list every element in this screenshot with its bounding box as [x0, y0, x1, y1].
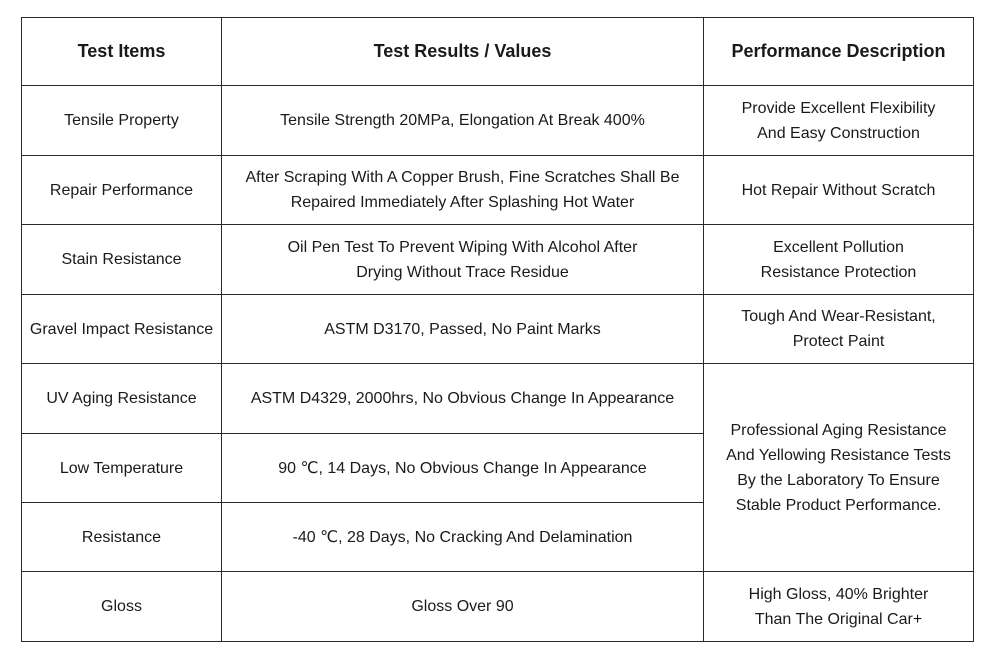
test-item-cell: Gloss — [22, 572, 222, 642]
table-row — [22, 572, 974, 642]
test-result-cell: Oil Pen Test To Prevent Wiping With Alcohol After Drying Without Trace Residue — [222, 225, 704, 295]
performance-description-cell-merged: Professional Aging Resistance And Yellowing Resistance Tests By the Laboratory To Ensure Stable Product Performance. — [704, 364, 974, 572]
test-result-cell: Tensile Strength 20MPa, Elongation At Break 400% — [222, 86, 704, 156]
test-result-cell: ASTM D3170, Passed, No Paint Marks — [222, 295, 704, 364]
test-result-cell: 90 ℃, 14 Days, No Obvious Change In Appearance — [222, 434, 704, 503]
test-result-cell: ASTM D4329, 2000hrs, No Obvious Change In Appearance — [222, 364, 704, 434]
performance-description-cell: Hot Repair Without Scratch — [704, 156, 974, 225]
performance-description-cell: High Gloss, 40% Brighter Than The Original Car+ — [704, 572, 974, 642]
table-row — [22, 225, 974, 295]
performance-description-cell: Tough And Wear-Resistant, Protect Paint — [704, 295, 974, 364]
test-item-cell: Resistance — [22, 503, 222, 572]
header-test-results: Test Results / Values — [222, 18, 704, 86]
test-item-cell: Gravel Impact Resistance — [22, 295, 222, 364]
header-performance-description: Performance Description — [704, 18, 974, 86]
test-result-cell: Gloss Over 90 — [222, 572, 704, 642]
test-result-cell: -40 ℃, 28 Days, No Cracking And Delamination — [222, 503, 704, 572]
table-header-row — [22, 18, 974, 86]
performance-description-cell: Provide Excellent Flexibility And Easy Construction — [704, 86, 974, 156]
table-row — [22, 86, 974, 156]
performance-spec-table — [21, 17, 974, 642]
table-row — [22, 295, 974, 364]
test-item-cell: Stain Resistance — [22, 225, 222, 295]
test-result-cell: After Scraping With A Copper Brush, Fine Scratches Shall Be Repaired Immediately After Splashing Hot Water — [222, 156, 704, 225]
table-row — [22, 156, 974, 225]
test-item-cell: Low Temperature — [22, 434, 222, 503]
table-row — [22, 364, 974, 434]
performance-description-cell: Excellent Pollution Resistance Protection — [704, 225, 974, 295]
test-item-cell: UV Aging Resistance — [22, 364, 222, 434]
test-item-cell: Tensile Property — [22, 86, 222, 156]
header-test-items: Test Items — [22, 18, 222, 86]
test-item-cell: Repair Performance — [22, 156, 222, 225]
